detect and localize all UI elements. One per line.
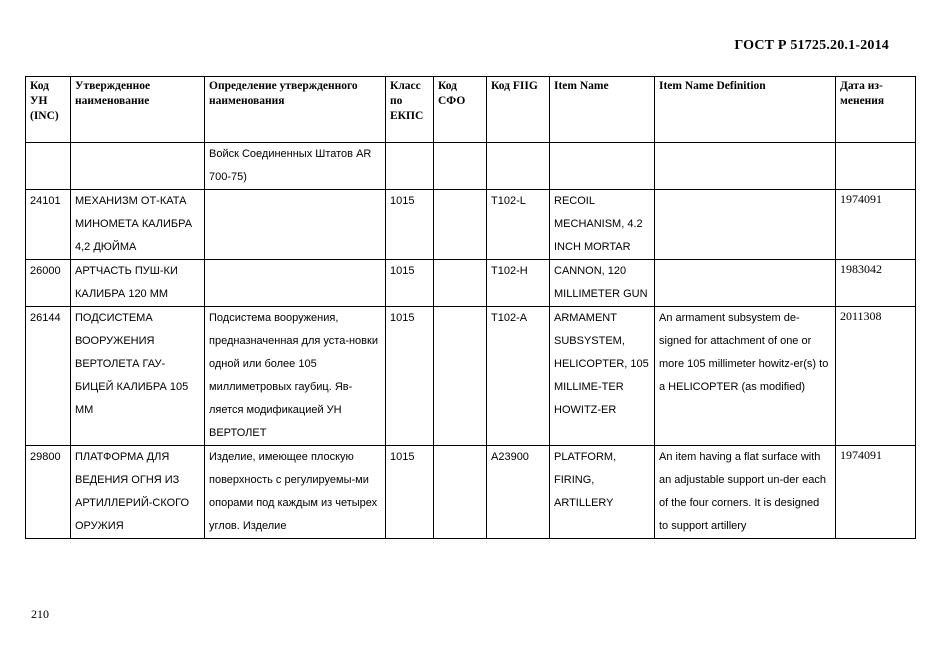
cell-class: 1015 (386, 446, 434, 539)
cell-approved-name: АРТЧАСТЬ ПУШ-КИ КАЛИБРА 120 ММ (71, 260, 205, 307)
cell-sfo (434, 307, 487, 446)
cell-item-definition (655, 190, 836, 260)
cell-sfo (434, 446, 487, 539)
col-header-sfo: Код СФО (434, 77, 487, 143)
cell-item-name (550, 143, 655, 190)
table-row (26, 190, 916, 260)
cell-inc: 24101 (26, 190, 71, 260)
cell-class: 1015 (386, 260, 434, 307)
cell-approved-name: МЕХАНИЗМ ОТ-КАТА МИНОМЕТА КАЛИБРА 4,2 ДЮЙМА (71, 190, 205, 260)
cell-sfo (434, 260, 487, 307)
cell-sfo (434, 190, 487, 260)
table-row (26, 307, 916, 446)
cell-change-date: 2011308 (836, 307, 916, 446)
cell-inc (26, 143, 71, 190)
cell-approved-name: ПЛАТФОРМА ДЛЯ ВЕДЕНИЯ ОГНЯ ИЗ АРТИЛЛЕРИЙ-СКОГО ОРУЖИЯ (71, 446, 205, 539)
cell-inc: 26144 (26, 307, 71, 446)
cell-item-name: CANNON, 120 MILLIMETER GUN (550, 260, 655, 307)
cell-approved-name (71, 143, 205, 190)
col-header-item-name: Item Name (550, 77, 655, 143)
cell-change-date (836, 143, 916, 190)
cell-fiig: T102-H (487, 260, 550, 307)
cell-fiig: A23900 (487, 446, 550, 539)
cell-definition: Войск Соединенных Штатов AR 700-75) (205, 143, 386, 190)
cell-class: 1015 (386, 190, 434, 260)
col-header-definition: Определение утвержденного наименования (205, 77, 386, 143)
col-header-item-name-definition: Item Name Definition (655, 77, 836, 143)
cell-class (386, 143, 434, 190)
col-header-class: Класс по ЕКПС (386, 77, 434, 143)
cell-item-definition (655, 260, 836, 307)
cell-fiig: T102-A (487, 307, 550, 446)
table-header-row (26, 77, 916, 143)
col-header-fiig: Код FIIG (487, 77, 550, 143)
cell-fiig: T102-L (487, 190, 550, 260)
cell-item-name: RECOIL MECHANISM, 4.2 INCH MORTAR (550, 190, 655, 260)
col-header-approved-name: Утвержденное наименование (71, 77, 205, 143)
cell-change-date: 1974091 (836, 446, 916, 539)
cell-item-definition: An item having a flat surface with an adjustable support un-der each of the four corners. It is designed to support artillery (655, 446, 836, 539)
table-row (26, 260, 916, 307)
col-header-change-date: Дата из-менения (836, 77, 916, 143)
cell-definition: Изделие, имеющее плоскую поверхность с регулируемы-ми опорами под каждым из четырех углов. Изделие (205, 446, 386, 539)
cell-item-name: ARMAMENT SUBSYSTEM, HELICOPTER, 105 MILLIME-TER HOWITZ-ER (550, 307, 655, 446)
cell-definition: Подсистема вооружения, предназначенная для уста-новки одной или более 105 миллиметровых гаубиц. Яв-ляется модификацией УН ВЕРТОЛЕТ (205, 307, 386, 446)
cell-item-name: PLATFORM, FIRING, ARTILLERY (550, 446, 655, 539)
cell-item-definition: An armament subsystem de-signed for attachment of one or more 105 millimeter howitz-er(s) to a HELICOPTER (as modified) (655, 307, 836, 446)
classification-table (25, 76, 916, 539)
table-row (26, 446, 916, 539)
cell-inc: 26000 (26, 260, 71, 307)
col-header-inc: Код УН (INC) (26, 77, 71, 143)
cell-item-definition (655, 143, 836, 190)
cell-class: 1015 (386, 307, 434, 446)
cell-fiig (487, 143, 550, 190)
cell-change-date: 1974091 (836, 190, 916, 260)
document-standard-header: ГОСТ Р 51725.20.1-2014 (734, 38, 889, 53)
cell-change-date: 1983042 (836, 260, 916, 307)
page-number: 210 (31, 607, 49, 621)
table-row (26, 143, 916, 190)
cell-definition (205, 260, 386, 307)
cell-definition (205, 190, 386, 260)
cell-inc: 29800 (26, 446, 71, 539)
cell-approved-name: ПОДСИСТЕМА ВООРУЖЕНИЯ ВЕРТОЛЕТА ГАУ-БИЦЕЙ КАЛИБРА 105 ММ (71, 307, 205, 446)
cell-sfo (434, 143, 487, 190)
